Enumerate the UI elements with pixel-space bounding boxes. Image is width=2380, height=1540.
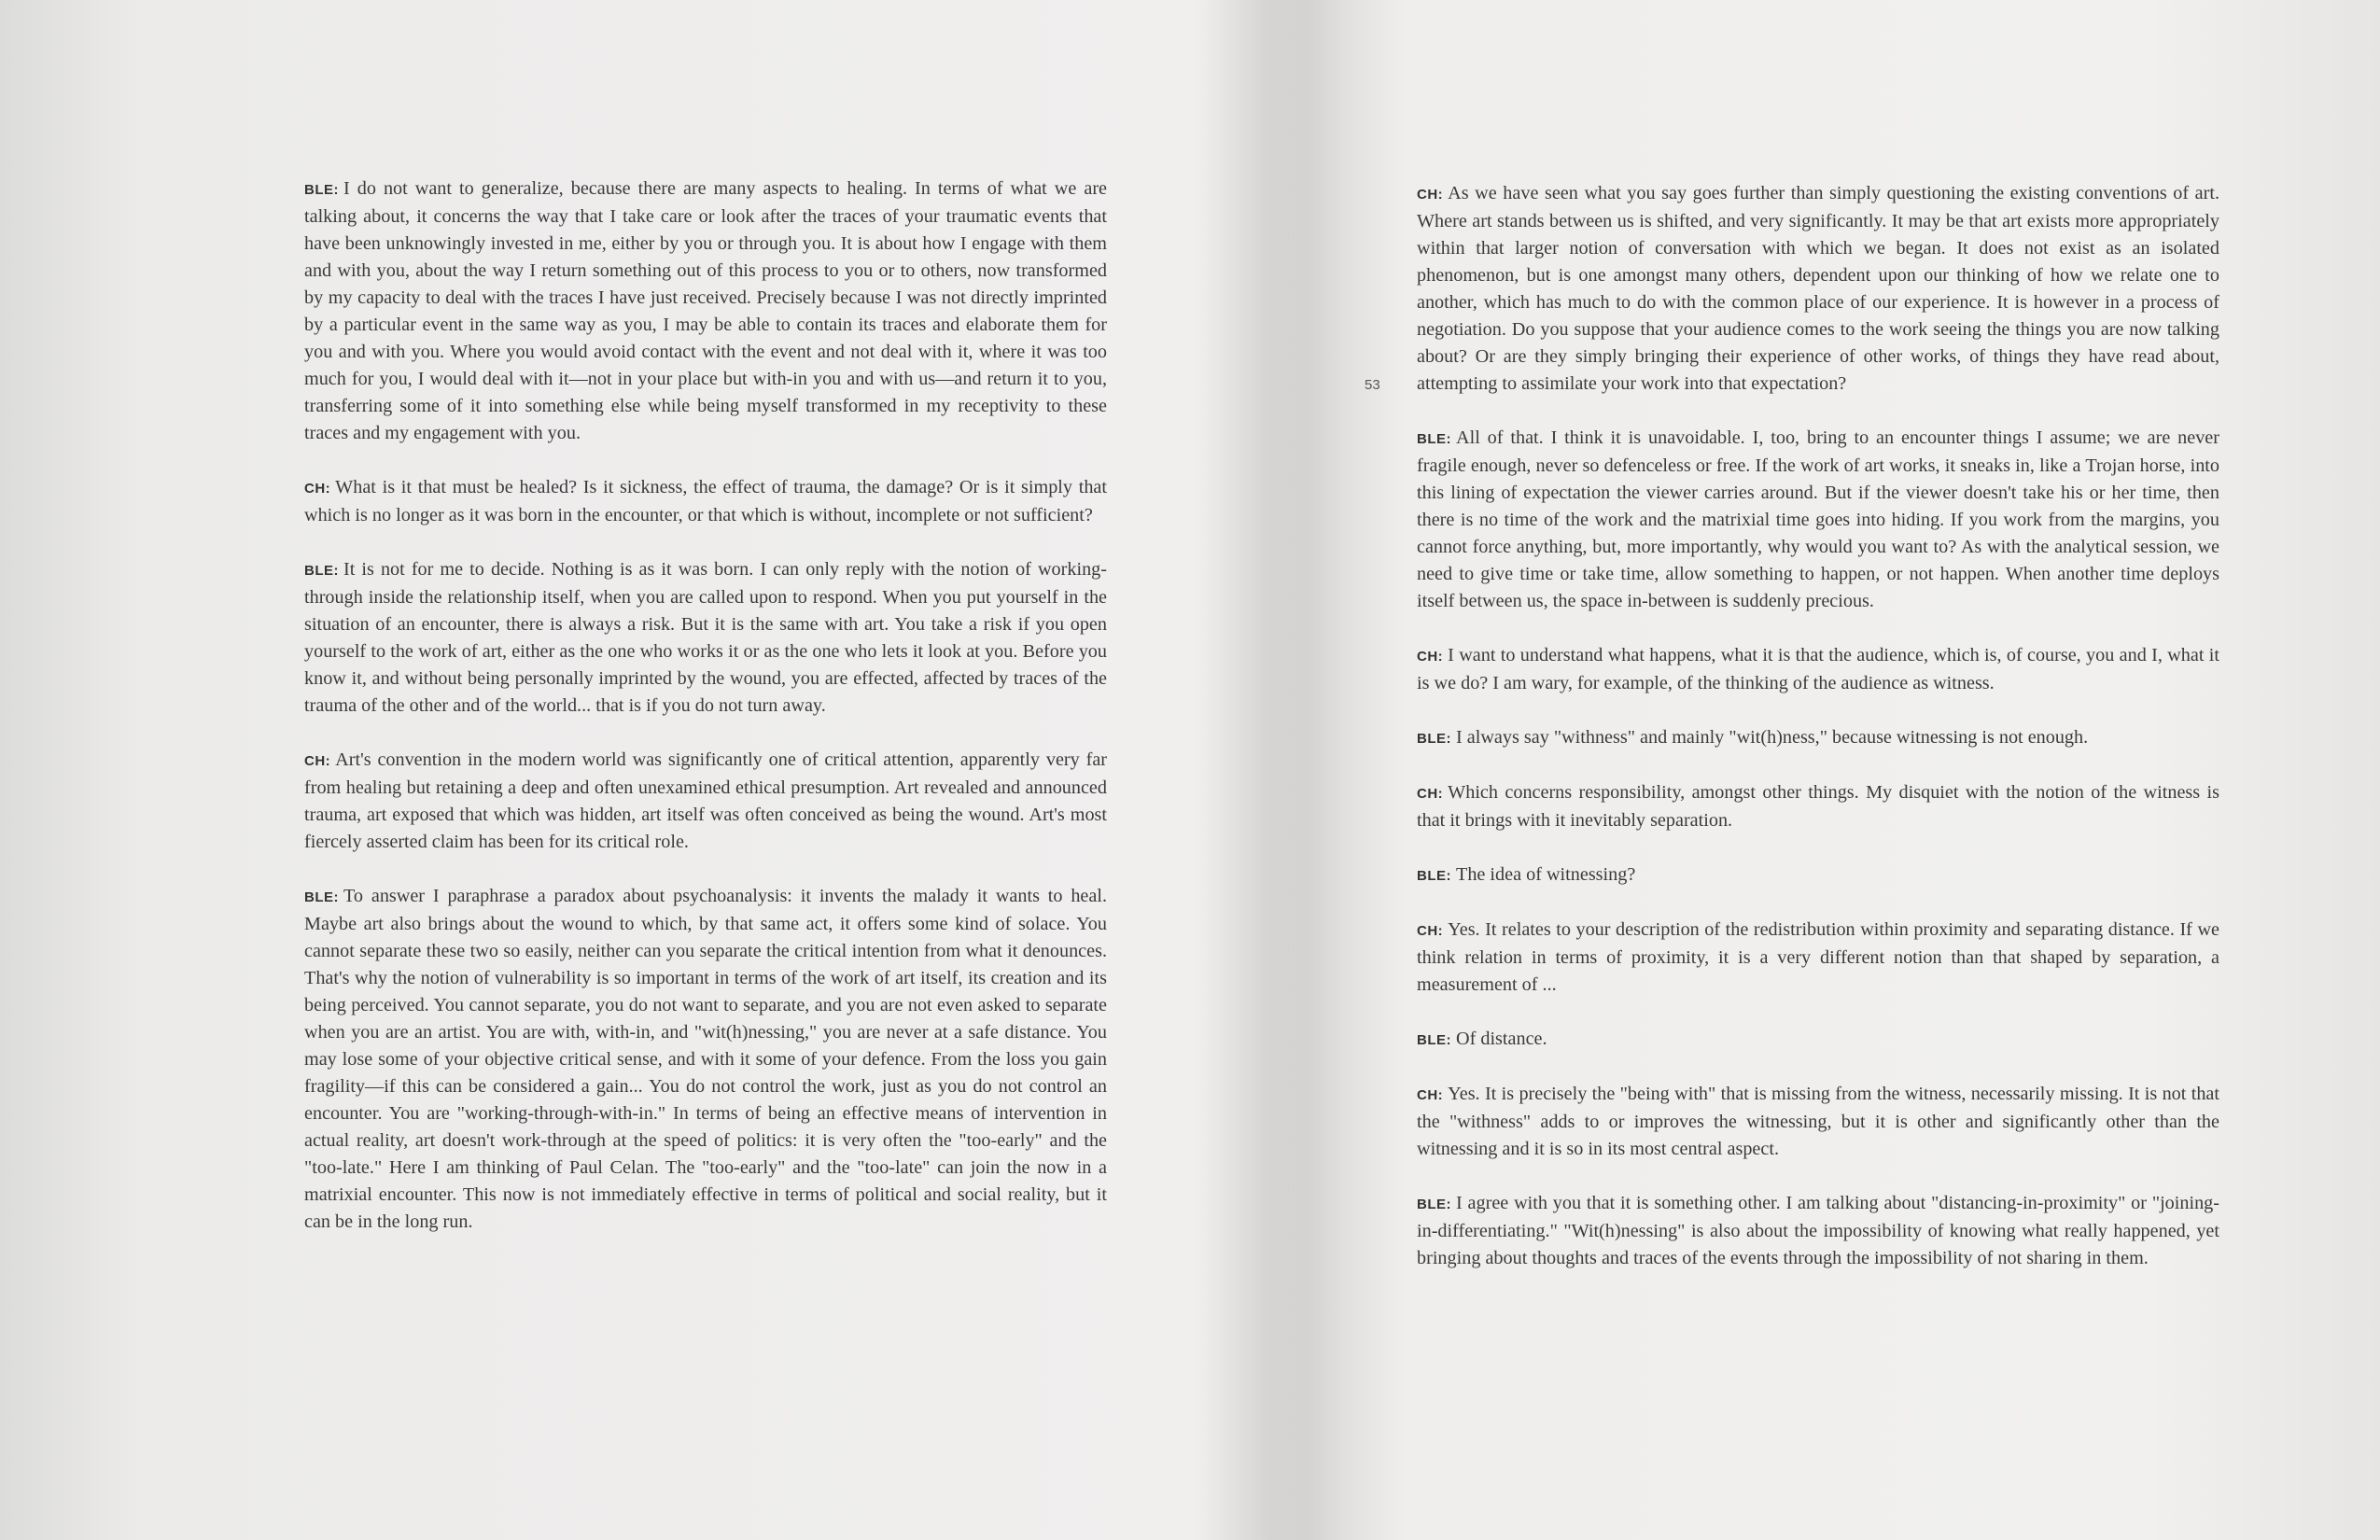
book-gutter (1204, 0, 1344, 1540)
paragraph-text: I agree with you that it is something other. I am talking about "distancing-in-proximity" or "joining-in-differentiating." "Wit(h)nessing" is also about the impossibility of knowing what really happened, yet bringing about thoughts and traces of the events through the impossibility of not sharing in them. (1417, 1193, 2219, 1268)
paragraph (1417, 425, 2219, 615)
speaker-label: BLE: (304, 563, 339, 579)
paragraph (1417, 180, 2219, 398)
speaker-label: CH: (1417, 786, 1444, 802)
paragraph (304, 747, 1107, 856)
paragraph-text: Art's convention in the modern world was significantly one of critical attention, apparently very far from healing but retaining a deep and often unexamined ethical presumption. Art revealed and announced trauma, art exposed that which was hidden, art itself was often conceived as being the wound. Art's most fiercely asserted claim has been for its critical role. (304, 749, 1107, 852)
speaker-label: BLE: (304, 889, 339, 905)
speaker-label: CH: (1417, 649, 1444, 665)
right-page-text (1417, 180, 2219, 1299)
paragraph-text: I always say "withness" and mainly "wit(h)ness," because witnessing is not enough. (1456, 727, 2089, 748)
speaker-label: BLE: (1417, 868, 1451, 884)
paragraph-text: It is not for me to decide. Nothing is as it was born. I can only reply with the notion of working-through inside the relationship itself, when you are called upon to respond. When you put yourself in the situation of an encounter, there is always a risk. But it is the same with art. You take a risk if you open yourself to the work of art, either as the one who works it or as the one who lets it look at you. Before you know it, and without being personally imprinted by the wound, you are effected, affected by traces of the trauma of the other and of the world... that is if you do not turn away. (304, 559, 1107, 716)
paragraph-text: Of distance. (1456, 1029, 1547, 1049)
paragraph (1417, 642, 2219, 697)
speaker-label: CH: (304, 481, 331, 497)
page-number: 53 (1365, 377, 1380, 393)
speaker-label: CH: (1417, 187, 1444, 203)
paragraph-text: Which concerns responsibility, amongst other things. My disquiet with the notion of the witness is that it brings with it inevitably separation. (1417, 782, 2219, 831)
speaker-label: BLE: (1417, 1032, 1451, 1048)
paragraph-text: I want to understand what happens, what it is that the audience, which is, of course, you and I, what it is we do? I am wary, for example, of the thinking of the audience as witness. (1417, 645, 2219, 693)
speaker-label: BLE: (1417, 1197, 1451, 1212)
speaker-label: BLE: (1417, 431, 1451, 447)
paragraph-text: Yes. It relates to your description of the redistribution within proximity and separating distance. If we think relation in terms of proximity, it is a very different notion than that shaped by separation, a measurement of ... (1417, 919, 2219, 995)
paragraph-text: To answer I paraphrase a paradox about psychoanalysis: it invents the malady it wants to heal. Maybe art also brings about the wound to which, by that same act, it offers some kind of solace. You cannot separate these two so easily, neither can you separate the critical intention from what it denounces. That's why the notion of vulnerability is so important in terms of the work of art itself, its creation and its being perceived. You cannot separate, you do not want to separate, and you are not even asked to separate when you are an artist. You are with, with-in, and "wit(h)nessing," you are never at a safe distance. You may lose some of your objective critical sense, and with it some of your defence. From the loss you gain fragility—if this can be considered a gain... You do not control the work, just as you do not control an encounter. You are "working-through-with-in." In terms of being an effective means of intervention in actual reality, art doesn't work-through at the speed of politics: it is very often the "too-early" and the "too-late." Here I am thinking of Paul Celan. The "too-early" and the "too-late" can join the now in a matrixial encounter. This now is not immediately effective in terms of political and social reality, but it can be in the long run. (304, 886, 1107, 1232)
speaker-label: BLE: (304, 182, 339, 198)
paragraph (1417, 1026, 2219, 1054)
paragraph (1417, 861, 2219, 889)
paragraph-text: Yes. It is precisely the "being with" that is missing from the witness, necessarily missing. It is not that the "withness" adds to or improves the witnessing, but it is other and significantly other than the witnessing and it is so in its most central aspect. (1417, 1084, 2219, 1159)
paragraph (304, 175, 1107, 447)
paragraph (304, 883, 1107, 1236)
left-page-text (304, 175, 1107, 1263)
paragraph-text: What is it that must be healed? Is it sickness, the effect of trauma, the damage? Or is it simply that which is no longer as it was born in the encounter, or that which is without, incomplete or not sufficient? (304, 477, 1107, 525)
paragraph (1417, 724, 2219, 752)
paragraph (1417, 779, 2219, 834)
paragraph (1417, 917, 2219, 999)
paragraph (1417, 1190, 2219, 1272)
paragraph-text: I do not want to generalize, because there are many aspects to healing. In terms of what we are talking about, it concerns the way that I take care or look after the traces of your traumatic events that have been unknowingly invested in me, either by you or through you. It is about how I engage with them and with you, about the way I return something out of this process to you or to others, now transformed by my capacity to deal with the traces I have just received. Precisely because I was not directly imprinted by a particular event in the same way as you, I may be able to contain its traces and elaborate them for you and with you. Where you would avoid contact with the event and not deal with it, where it was too much for you, I would deal with it—not in your place but with-in you and with us—and return it to you, transferring some of it into something else while being myself transformed in my receptivity to these traces and my engagement with you. (304, 178, 1107, 443)
paragraph (1417, 1081, 2219, 1163)
speaker-label: CH: (1417, 1087, 1444, 1103)
paragraph-text: The idea of witnessing? (1456, 864, 1636, 885)
speaker-label: CH: (1417, 923, 1444, 939)
paragraph-text: All of that. I think it is unavoidable. I, too, bring to an encounter things I assume; we are never fragile enough, never so defenceless or free. If the work of art works, it sneaks in, like a Trojan horse, into this lining of expectation the viewer carries around. But if the viewer doesn't take his or her time, then there is no time of the work and the matrixial time goes into hiding. If you work from the margins, you cannot force anything, but, more importantly, why would you want to? As with the analytical session, we need to give time or take time, allow something to happen, or not happen. When another time deploys itself between us, the space in-between is suddenly precious. (1417, 427, 2219, 611)
speaker-label: BLE: (1417, 731, 1451, 747)
paragraph-text: As we have seen what you say goes further than simply questioning the existing conventions of art. Where art stands between us is shifted, and very significantly. It may be that art exists more appropriately within that larger notion of conversation with which we began. It does not exist as an isolated phenomenon, but is one amongst many others, dependent upon our thinking of how we relate one to another, which has much to do with the common place of our experience. It is however in a process of negotiation. Do you suppose that your audience comes to the work seeing the things you are now talking about? Or are they simply bringing their experience of other works, of things they have read about, attempting to assimilate your work into that expectation? (1417, 183, 2219, 394)
paragraph (304, 556, 1107, 720)
paragraph (304, 474, 1107, 529)
speaker-label: CH: (304, 753, 331, 769)
